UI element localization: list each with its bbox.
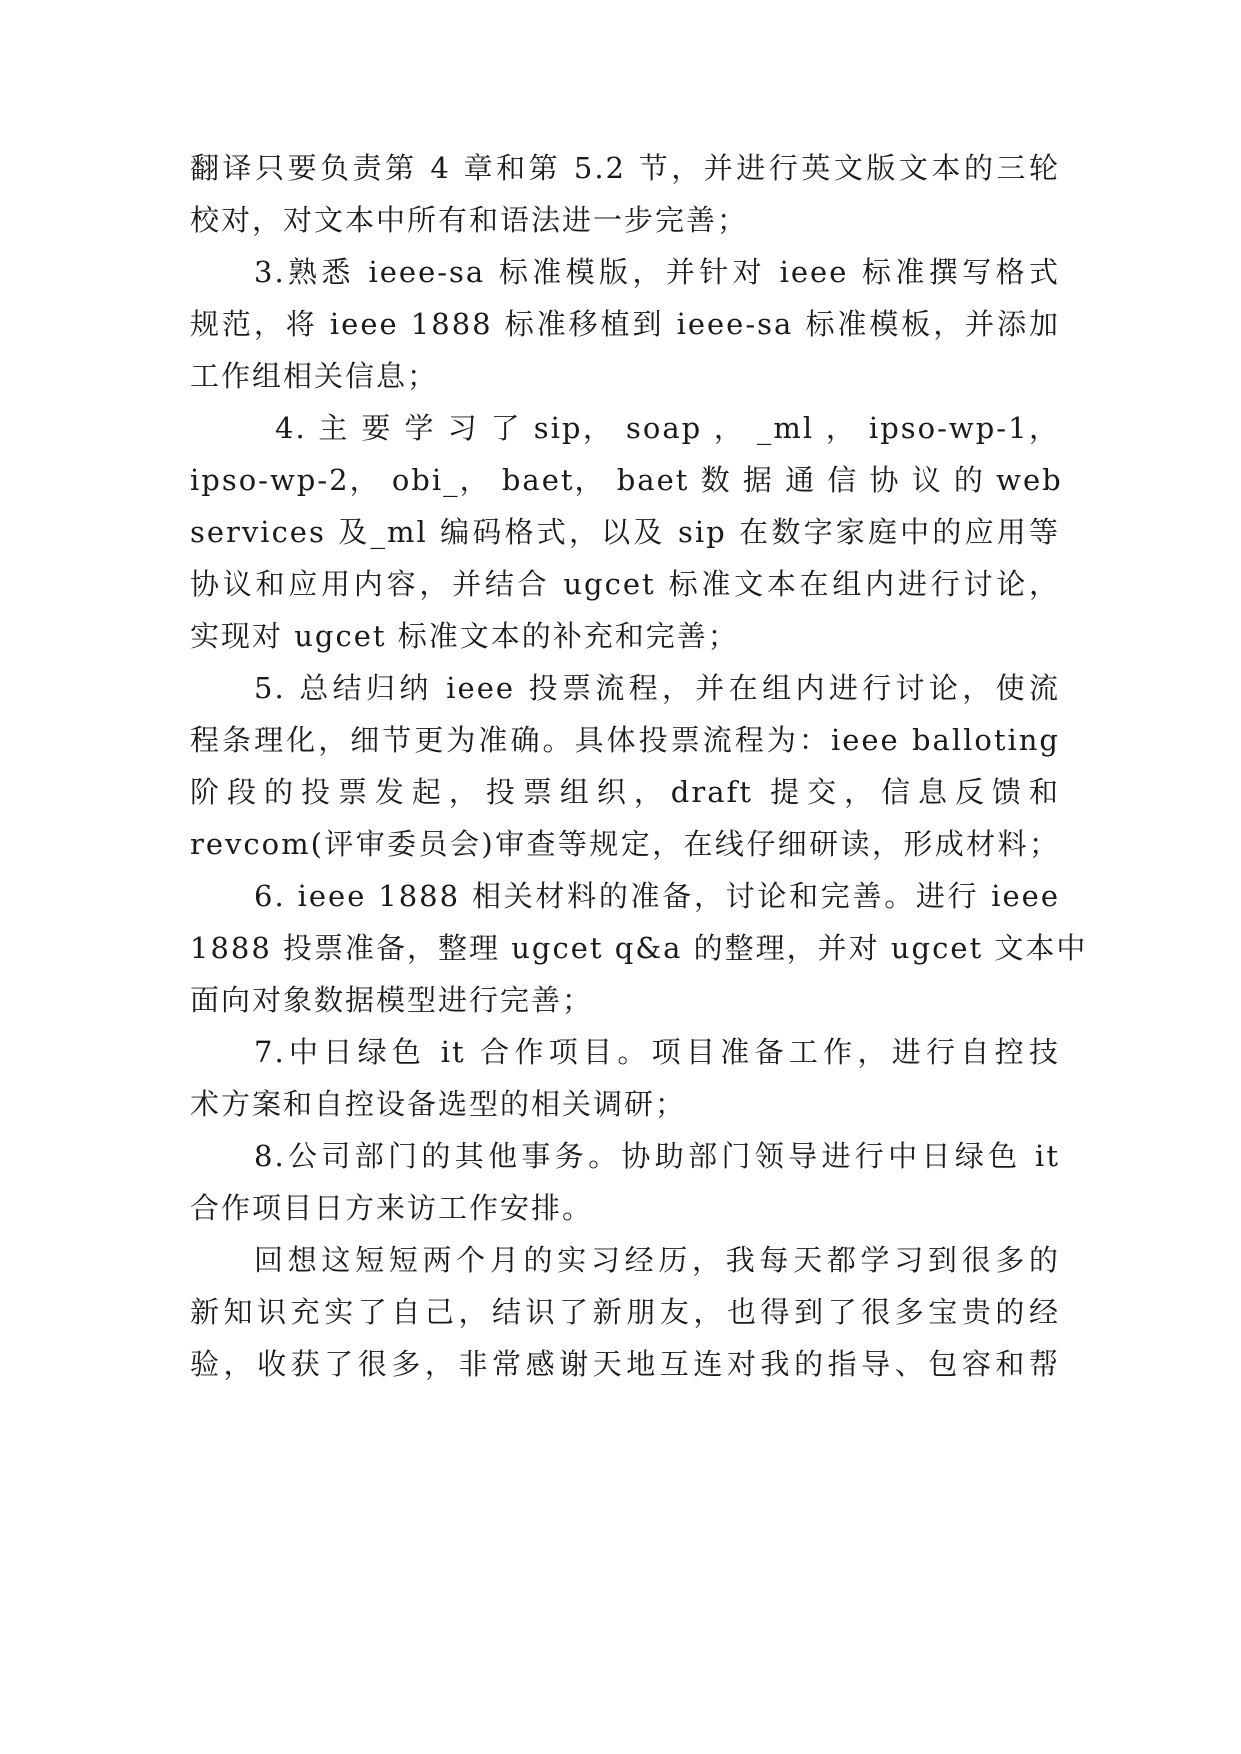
text-line: 7.中日绿色 it 合作项目。项目准备工作，进行自控技 <box>254 1035 1060 1069</box>
text-line: 回想这短短两个月的实习经历，我每天都学习到很多的 <box>254 1243 1060 1277</box>
text-line: 阶段的投票发起，投票组织，draft 提交，信息反馈和 <box>190 775 1060 809</box>
text-line: 实现对 ugcet 标准文本的补充和完善； <box>190 619 739 653</box>
text-line: revcom(评审委员会)审查等规定，在线仔细研读，形成材料； <box>190 827 1060 861</box>
text-line: 4. 主 要 学 习 了 sip， soap ， _ml ， ipso-wp-1， <box>275 411 1060 445</box>
text-line: 8.公司部门的其他事务。协助部门领导进行中日绿色 it <box>254 1139 1060 1173</box>
text-line: 协议和应用内容，并结合 ugcet 标准文本在组内进行讨论， <box>190 567 1060 601</box>
text-line: 5. 总结归纳 ieee 投票流程，并在组内进行讨论，使流 <box>254 671 1060 705</box>
text-line: 程条理化，细节更为准确。具体投票流程为：ieee balloting <box>190 723 1060 757</box>
text-line: 新知识充实了自己，结识了新朋友，也得到了很多宝贵的经 <box>190 1295 1060 1329</box>
text-line: 3.熟悉 ieee-sa 标准模版，并针对 ieee 标准撰写格式 <box>254 255 1060 289</box>
text-line: 合作项目日方来访工作安排。 <box>190 1191 594 1225</box>
text-line: 1888 投票准备，整理 ugcet q&a 的整理，并对 ugcet 文本中 <box>190 931 1088 965</box>
text-line: 工作组相关信息； <box>190 359 439 393</box>
text-line: ipso-wp-2， obi_， baet， baet 数 据 通 信 协 议 的 web <box>190 463 1063 497</box>
text-line: 验，收获了很多，非常感谢天地互连对我的指导、包容和帮 <box>190 1347 1060 1381</box>
text-line: 术方案和自控设备选型的相关调研； <box>190 1087 687 1121</box>
text-line: services 及_ml 编码格式，以及 sip 在数字家庭中的应用等 <box>190 515 1060 549</box>
text-line: 翻译只要负责第 4 章和第 5.2 节，并进行英文版文本的三轮 <box>190 151 1060 185</box>
text-line: 校对，对文本中所有和语法进一步完善； <box>190 203 749 237</box>
text-line: 规范，将 ieee 1888 标准移植到 ieee-sa 标准模板，并添加 <box>190 307 1060 341</box>
text-line: 6. ieee 1888 相关材料的准备，讨论和完善。进行 ieee <box>254 879 1060 913</box>
text-line: 面向对象数据模型进行完善； <box>190 983 594 1017</box>
